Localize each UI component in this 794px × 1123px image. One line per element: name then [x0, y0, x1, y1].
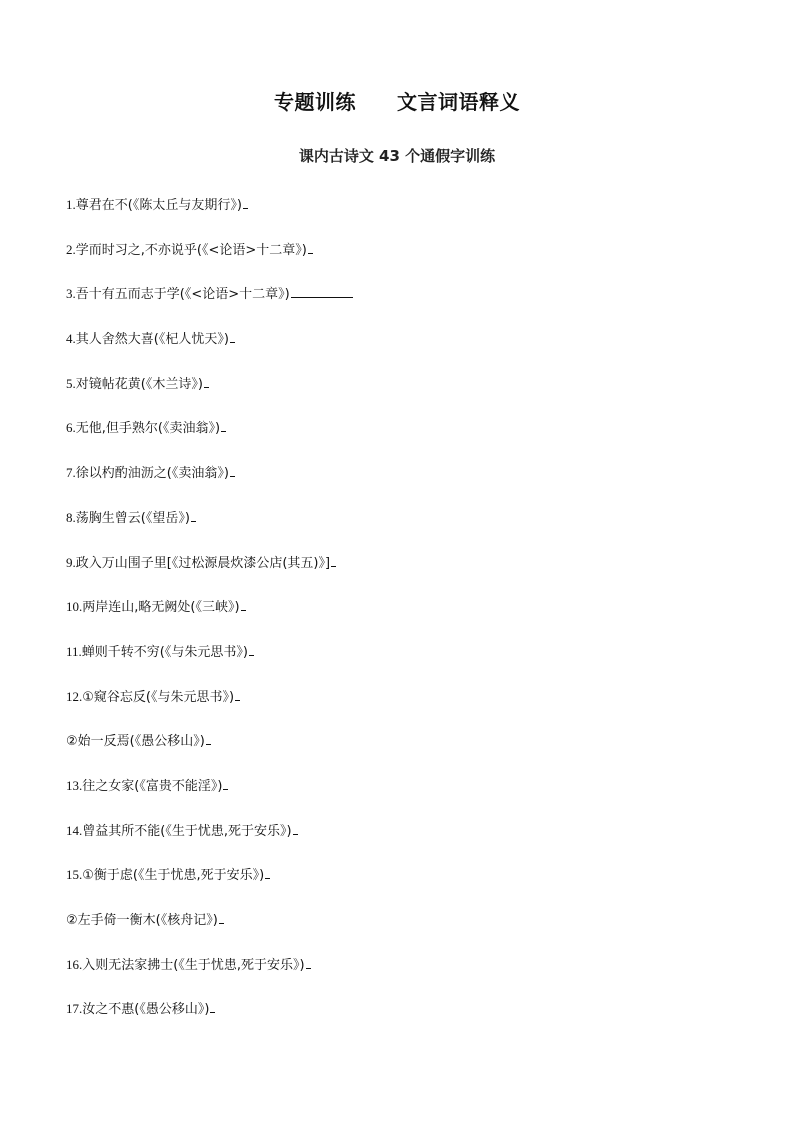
item-text: 学而时习之,不亦说乎(《<论语>十二章》)	[75, 242, 307, 258]
item-number: 16.	[66, 956, 83, 972]
item-number: 6.	[66, 420, 76, 436]
item-number: 17.	[66, 1001, 83, 1017]
item-text: 荡胸生曾云(《望岳》)	[75, 510, 190, 526]
answer-blank[interactable]	[243, 194, 248, 209]
answer-blank[interactable]	[221, 417, 226, 432]
exercise-item	[66, 820, 746, 865]
exercise-item	[66, 686, 746, 731]
exercise-item	[66, 417, 746, 462]
page-subtitle: 课内古诗文 43 个通假字训练	[298, 147, 496, 165]
item-text: 无他,但手熟尔(《卖油翁》)	[75, 421, 221, 437]
exercise-item	[66, 998, 746, 1043]
answer-blank[interactable]	[331, 552, 336, 567]
exercise-item	[66, 507, 746, 552]
item-text: ①窥谷忘反(《与朱元思书》)	[82, 689, 235, 705]
item-text: 往之女家(《富贵不能淫》)	[82, 778, 223, 794]
answer-blank[interactable]	[223, 775, 228, 790]
item-number: 13.	[66, 777, 83, 793]
answer-blank[interactable]	[291, 283, 353, 298]
item-text: 两岸连山,略无阙处(《三峡》)	[82, 600, 240, 616]
exercise-item	[66, 462, 746, 507]
item-number: 11.	[66, 643, 82, 659]
exercise-list	[66, 194, 746, 1043]
answer-blank[interactable]	[210, 998, 215, 1013]
exercise-item	[66, 954, 746, 999]
item-text: 对镜帖花黄(《木兰诗》)	[75, 376, 203, 392]
item-number: 15.	[66, 867, 83, 883]
exercise-item	[66, 596, 746, 641]
answer-blank[interactable]	[249, 641, 254, 656]
item-number: 5.	[66, 375, 76, 391]
exercise-item	[66, 373, 746, 418]
item-text: 吾十有五而志于学(《<论语>十二章》)	[75, 287, 290, 303]
answer-blank[interactable]	[306, 954, 311, 969]
exercise-item	[66, 328, 746, 373]
item-number: 14.	[66, 822, 83, 838]
answer-blank[interactable]	[204, 373, 209, 388]
answer-blank[interactable]	[293, 820, 298, 835]
item-text: 入则无法家拂士(《生于忧患,死于安乐》)	[82, 957, 305, 973]
exercise-item	[66, 194, 746, 239]
exercise-item	[66, 283, 746, 328]
item-number: 10.	[66, 599, 83, 615]
answer-blank[interactable]	[241, 596, 246, 611]
item-number: 7.	[66, 465, 76, 481]
exercise-item	[66, 239, 746, 284]
item-text: 其人舍然大喜(《杞人忧天》)	[75, 332, 229, 348]
exercise-item	[66, 552, 746, 597]
exercise-item	[66, 864, 746, 909]
item-number: 8.	[66, 509, 76, 525]
answer-blank[interactable]	[206, 730, 211, 745]
answer-blank[interactable]	[230, 328, 235, 343]
item-number: 2.	[66, 241, 76, 257]
exercise-item	[66, 730, 746, 775]
item-text: ②始一反焉(《愚公移山》)	[66, 734, 205, 750]
item-number: 4.	[66, 331, 76, 347]
answer-blank[interactable]	[191, 507, 196, 522]
item-text: 尊君在不(《陈太丘与友期行》)	[75, 198, 242, 213]
answer-blank[interactable]	[235, 686, 240, 701]
item-number: 9.	[66, 554, 76, 570]
item-text: 曾益其所不能(《生于忧患,死于安乐》)	[82, 823, 292, 839]
item-number: 3.	[66, 286, 76, 302]
item-text: 徐以杓酌油沥之(《卖油翁》)	[75, 466, 229, 482]
item-text: ①衡于虑(《生于忧患,死于安乐》)	[82, 868, 265, 884]
exercise-item	[66, 641, 746, 686]
item-number: 12.	[66, 688, 83, 704]
item-text: ②左手倚一衡木(《核舟记》)	[66, 913, 218, 928]
exercise-item	[66, 775, 746, 820]
item-text: 汝之不惠(《愚公移山》)	[82, 1002, 210, 1018]
answer-blank[interactable]	[219, 909, 224, 924]
item-text: 政入万山围子里[《过松源晨炊漆公店(其五)》]	[75, 555, 331, 571]
item-text: 蝉则千转不穷(《与朱元思书》)	[81, 644, 248, 660]
page-title: 专题训练 文言词语释义	[274, 90, 520, 114]
answer-blank[interactable]	[265, 864, 270, 879]
answer-blank[interactable]	[230, 462, 235, 477]
answer-blank[interactable]	[308, 239, 313, 254]
exercise-item	[66, 909, 746, 954]
item-number: 1.	[66, 197, 76, 212]
